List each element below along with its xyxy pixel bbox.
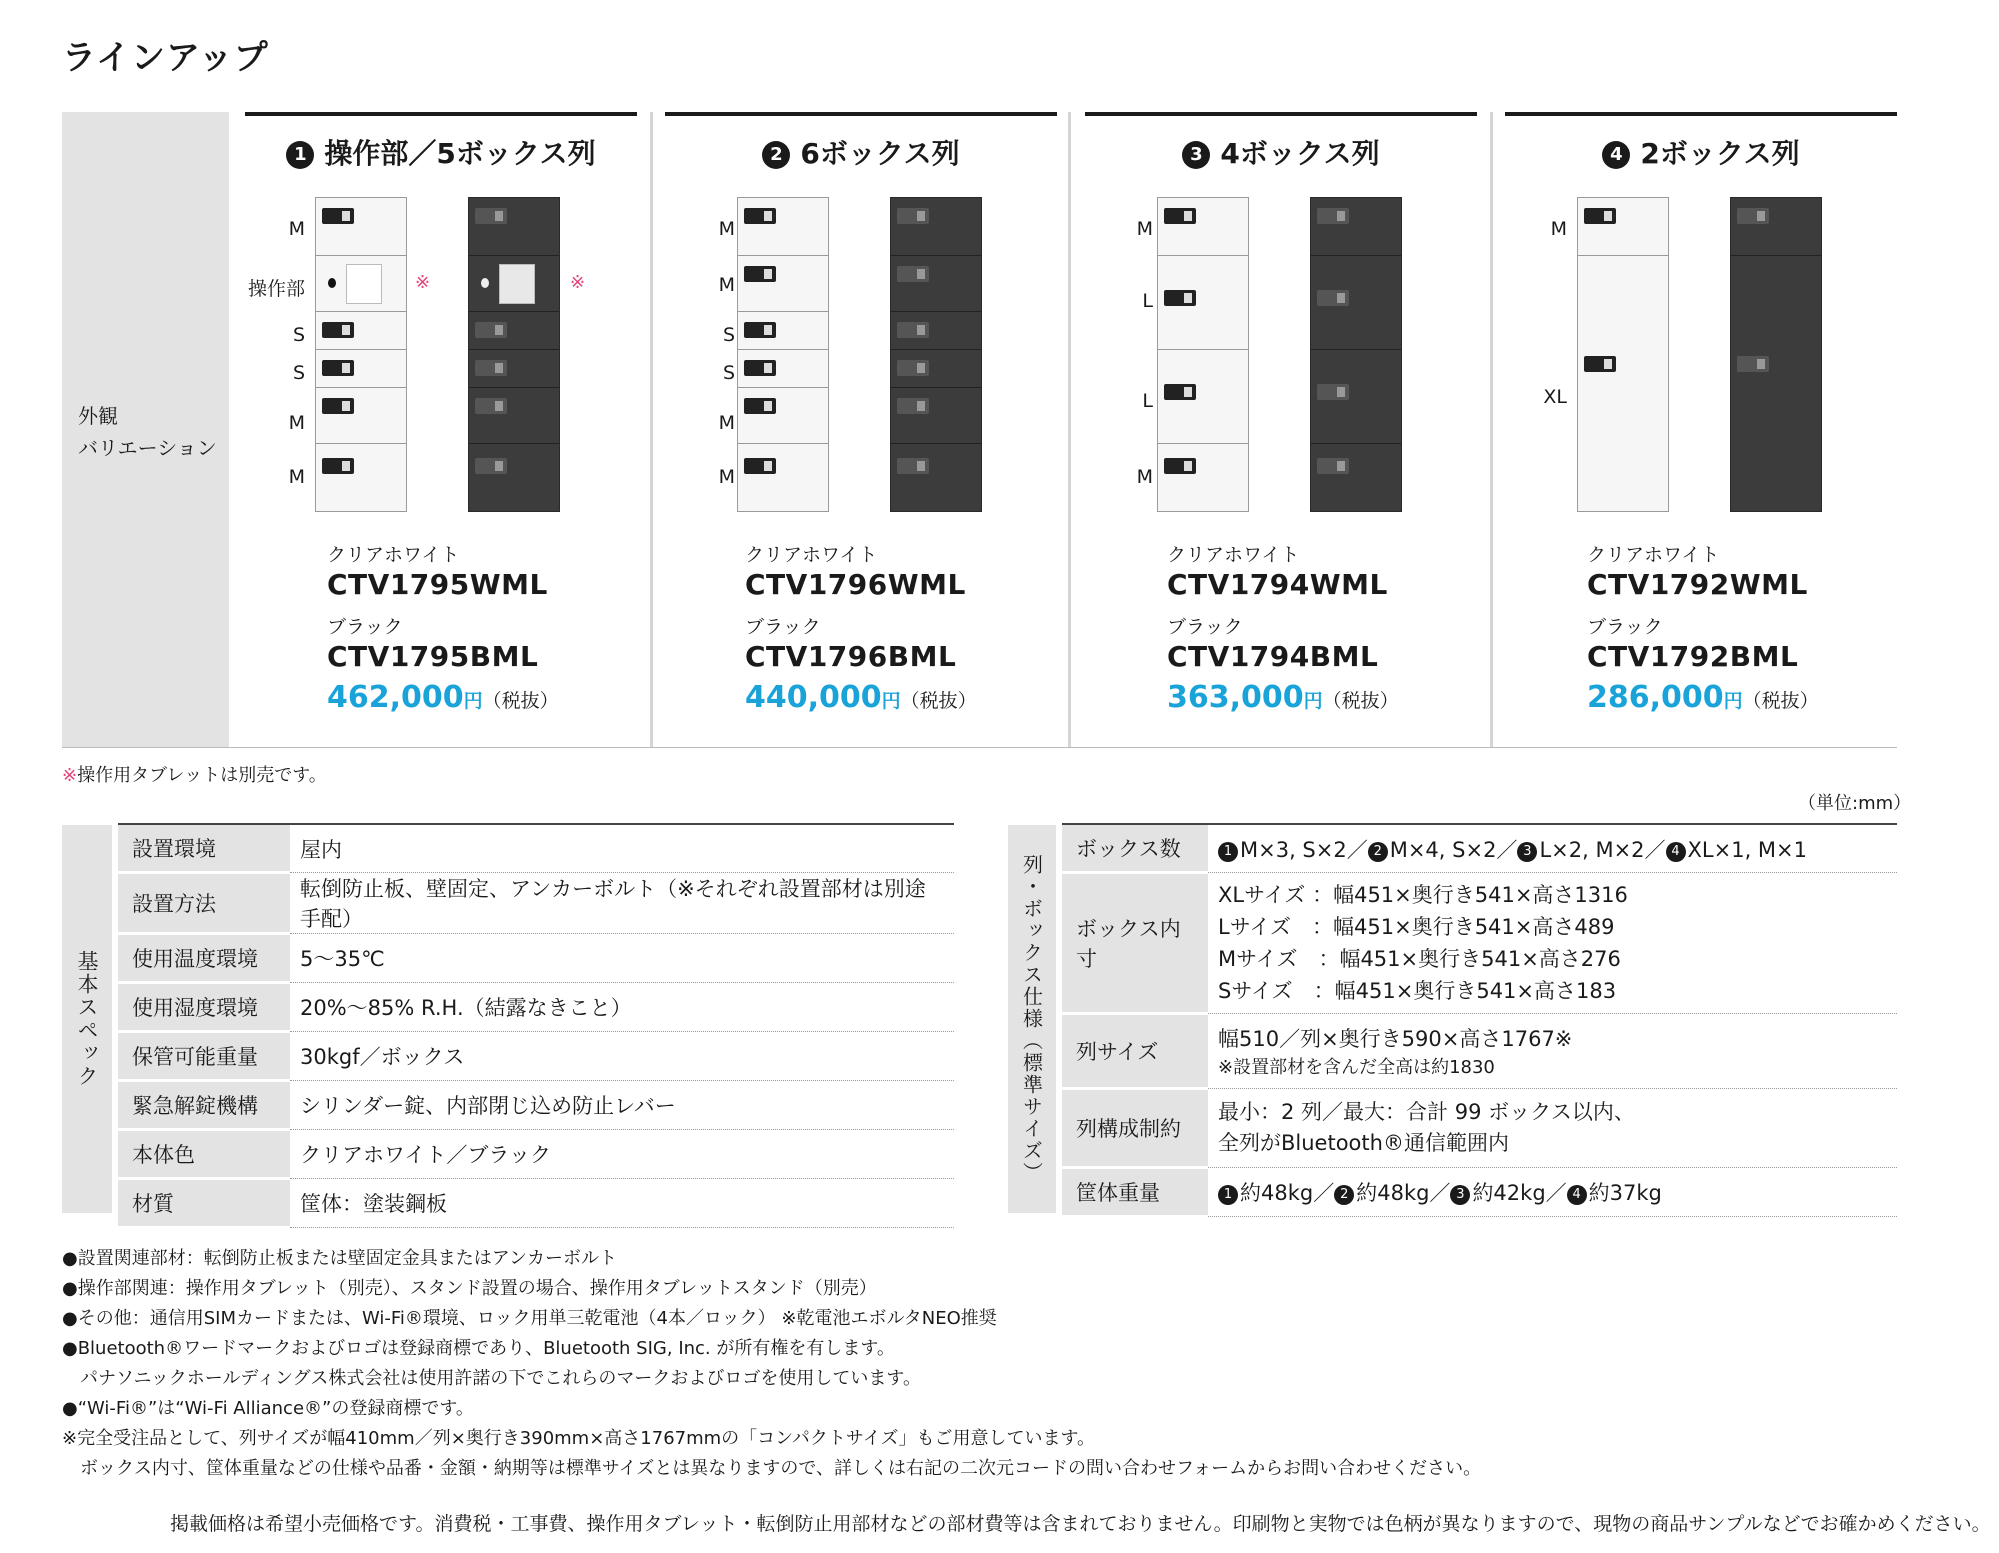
lock-icon — [475, 458, 507, 474]
size-label: XL — [1543, 386, 1567, 408]
column-spec-label: 列・ボックス仕様（標準サイズ） — [1008, 825, 1056, 1213]
sensor-icon — [328, 278, 336, 288]
lineup-column-4 — [1505, 112, 1897, 747]
size-label: M — [288, 466, 305, 488]
lock-icon — [1164, 290, 1196, 306]
lock-icon — [897, 322, 929, 338]
note-mark: ※ — [570, 272, 586, 293]
color-white-label: クリアホワイト — [745, 544, 878, 566]
footnote: ※完全受注品として、列サイズが幅410mm／列×奥行き390mm×高さ1767mmの「コンパクトサイズ」もご用意しています。 — [62, 1428, 1096, 1449]
page-title: ラインアップ — [62, 38, 269, 78]
lock-icon — [475, 398, 507, 414]
basic-spec-label: 基本スペック — [62, 825, 112, 1213]
lock-icon — [322, 322, 354, 338]
model-black: CTV1795BML — [327, 640, 539, 673]
color-black-label: ブラック — [327, 616, 403, 638]
color-black-label: ブラック — [1167, 616, 1243, 638]
price: 462,000円（税抜） — [327, 680, 559, 715]
model-white: CTV1792WML — [1587, 568, 1808, 601]
footnote: ●操作部関連：操作用タブレット（別売）、スタンド設置の場合、操作用タブレットスタンド（別売） — [62, 1278, 877, 1299]
table-row: 設置方法 転倒防止板、壁固定、アンカーボルト（※それぞれ設置部材は別途手配） — [118, 873, 954, 934]
lock-icon — [1584, 356, 1616, 372]
column-title: 2 6ボックス列 — [665, 132, 1057, 172]
lock-icon — [1164, 384, 1196, 400]
lock-icon — [744, 266, 776, 282]
column-title: 3 4ボックス列 — [1085, 132, 1477, 172]
size-label: M — [1136, 466, 1153, 488]
table-row: 材質 筐体：塗装鋼板 — [118, 1179, 954, 1228]
footnote: ●その他：通信用SIMカードまたは、Wi-Fi®環境、ロック用単三乾電池（4本／ロック） ※乾電池エボルタNEO推奨 — [62, 1308, 997, 1329]
locker-black-image — [1730, 197, 1822, 512]
lock-icon — [744, 398, 776, 414]
lock-icon — [897, 458, 929, 474]
footnote: ●“Wi-Fi®”は“Wi-Fi Alliance®”の登録商標です。 — [62, 1398, 474, 1419]
lock-icon — [322, 208, 354, 224]
table-row: 緊急解錠機構 シリンダー錠、内部閉じ込め防止レバー — [118, 1081, 954, 1130]
control-panel-icon — [346, 264, 382, 304]
appearance-side-label — [62, 112, 229, 747]
footnote: ●Bluetooth®ワードマークおよびロゴは登録商標であり、Bluetooth SIG, Inc. が所有権を有します。 — [62, 1338, 895, 1359]
price: 363,000円（税抜） — [1167, 680, 1399, 715]
model-black: CTV1792BML — [1587, 640, 1799, 673]
table-row: 使用温度環境 5〜35℃ — [118, 934, 954, 983]
table-row: 保管可能重量 30kgf／ボックス — [118, 1032, 954, 1081]
lineup-column-2 — [665, 112, 1057, 747]
table-row: 設置環境 屋内 — [118, 824, 954, 873]
lock-icon — [744, 360, 776, 376]
size-label: M — [718, 466, 735, 488]
lock-icon — [1584, 208, 1616, 224]
lineup-column-1 — [245, 112, 637, 747]
lock-icon — [897, 266, 929, 282]
size-label: L — [1142, 390, 1153, 412]
locker-white-image — [1577, 197, 1669, 512]
color-white-label: クリアホワイト — [1587, 544, 1720, 566]
lock-icon — [744, 458, 776, 474]
basic-spec-table — [118, 823, 954, 1229]
lock-icon — [1164, 208, 1196, 224]
locker-black-image — [468, 197, 560, 512]
lock-icon — [1317, 458, 1349, 474]
color-black-label: ブラック — [1587, 616, 1663, 638]
tablet-note: ※操作用タブレットは別売です。 — [62, 765, 327, 786]
price: 440,000円（税抜） — [745, 680, 977, 715]
size-label: 操作部 — [247, 278, 305, 300]
footnote: ボックス内寸、筐体重量などの仕様や品番・金額・納期等は標準サイズとは異なりますので、詳しくは右記の二次元コードの問い合わせフォームからお問い合わせください。 — [62, 1458, 1482, 1479]
size-label: S — [292, 362, 305, 384]
model-white: CTV1796WML — [745, 568, 966, 601]
lock-icon — [1737, 356, 1769, 372]
column-spec-table — [1062, 823, 1897, 1218]
size-label: M — [288, 412, 305, 434]
size-label: M — [718, 218, 735, 240]
locker-black-image — [1310, 197, 1402, 512]
model-black: CTV1794BML — [1167, 640, 1379, 673]
size-label: M — [718, 274, 735, 296]
lock-icon — [475, 360, 507, 376]
price: 286,000円（税抜） — [1587, 680, 1819, 715]
lock-icon — [475, 208, 507, 224]
lock-icon — [744, 322, 776, 338]
lock-icon — [1317, 208, 1349, 224]
table-row: 本体色 クリアホワイト／ブラック — [118, 1130, 954, 1179]
color-black-label: ブラック — [745, 616, 821, 638]
side-label-line1: 外観 — [78, 404, 118, 428]
table-row: 列サイズ 幅510／列×奥行き590×高さ1767※ ※設置部材を含んだ全高は約1830 — [1062, 1014, 1897, 1089]
table-row: ボックス数 1 M×3, S×2／ 2 M×4, S×2／ 3 L×2, M×2／ 4 XL×1, M×1 — [1062, 824, 1897, 873]
lock-icon — [1317, 290, 1349, 306]
lock-icon — [1317, 384, 1349, 400]
color-white-label: クリアホワイト — [327, 544, 460, 566]
color-white-label: クリアホワイト — [1167, 544, 1300, 566]
model-white: CTV1794WML — [1167, 568, 1388, 601]
locker-white-image — [1157, 197, 1249, 512]
lock-icon — [322, 398, 354, 414]
note-mark: ※ — [415, 272, 431, 293]
price-disclaimer: 掲載価格は希望小売価格です。消費税・工事費、操作用タブレット・転倒防止用部材などの部材費等は含まれておりません。印刷物と実物では色柄が異なりますので、現物の商品サンプルなどでお確かめください。 — [170, 1513, 1991, 1535]
lock-icon — [897, 208, 929, 224]
size-label: S — [722, 324, 735, 346]
model-black: CTV1796BML — [745, 640, 957, 673]
size-label: L — [1142, 290, 1153, 312]
footnote: パナソニックホールディングス株式会社は使用許諾の下でこれらのマークおよびロゴを使用しています。 — [62, 1368, 921, 1389]
lock-icon — [475, 322, 507, 338]
table-row: ボックス内寸 XLサイズ ：幅451×奥行き541×高さ1316 Lサイズ ：幅451×奥行き541×高さ489 Mサイズ ：幅451×奥行き541×高さ276 Sサイズ ：幅451×奥行き541×高さ183 — [1062, 873, 1897, 1014]
table-row: 列構成制約 最小：2 列／最大：合計 99 ボックス以内、 全列がBluetooth®通信範囲内 — [1062, 1089, 1897, 1168]
column-title: 1 操作部／5ボックス列 — [245, 132, 637, 172]
lock-icon — [322, 360, 354, 376]
control-panel-icon — [499, 264, 535, 304]
footnote: ●設置関連部材：転倒防止板または壁固定金具またはアンカーボルト — [62, 1248, 617, 1269]
lock-icon — [897, 360, 929, 376]
lock-icon — [1164, 458, 1196, 474]
size-label: M — [1550, 218, 1567, 240]
lineup-column-3 — [1085, 112, 1477, 747]
unit-label: （単位:mm） — [1798, 793, 1912, 814]
size-label: S — [722, 362, 735, 384]
table-row: 筐体重量 1 約48kg／ 2 約48kg／ 3 約42kg／ 4 約37kg — [1062, 1168, 1897, 1217]
lock-icon — [744, 208, 776, 224]
lock-icon — [897, 398, 929, 414]
locker-black-image — [890, 197, 982, 512]
table-row: 使用湿度環境 20%〜85% R.H.（結露なきこと） — [118, 983, 954, 1032]
lock-icon — [1737, 208, 1769, 224]
model-white: CTV1795WML — [327, 568, 548, 601]
size-label: M — [1136, 218, 1153, 240]
locker-white-image — [737, 197, 829, 512]
size-label: S — [292, 324, 305, 346]
sensor-icon — [481, 278, 489, 288]
size-label: M — [718, 412, 735, 434]
side-label-line2: バリエーション — [78, 436, 217, 460]
locker-white-image — [315, 197, 407, 512]
size-label: M — [288, 218, 305, 240]
lock-icon — [322, 458, 354, 474]
column-title: 4 2ボックス列 — [1505, 132, 1897, 172]
